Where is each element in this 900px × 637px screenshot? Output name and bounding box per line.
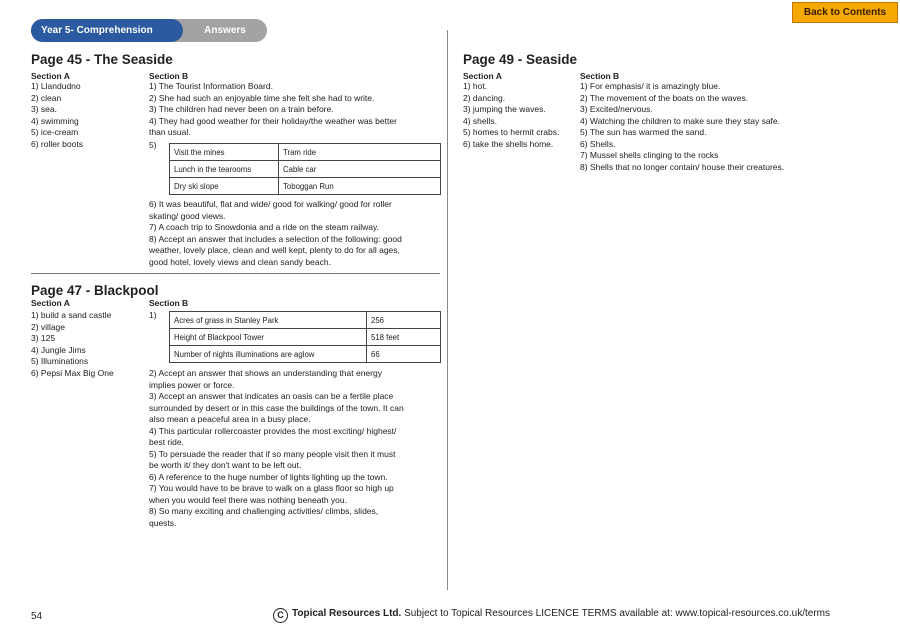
table-cell: Lunch in the tearooms bbox=[170, 161, 279, 178]
list-item: 1) hot. bbox=[463, 81, 488, 91]
list-item: 8) So many exciting and challenging activities/ climbs, slides, bbox=[149, 506, 379, 516]
list-item: 4) They had good weather for their holiday/the weather was better bbox=[149, 115, 397, 126]
back-to-contents-button[interactable]: Back to Contents bbox=[792, 2, 898, 23]
list-item: 3) jumping the waves. bbox=[463, 104, 546, 114]
table-cell: Cable car bbox=[279, 161, 441, 178]
p49-section-a-heading: Section A bbox=[463, 71, 502, 81]
list-item: 5) The sun has warmed the sand. bbox=[580, 127, 707, 137]
list-item: best ride. bbox=[149, 437, 184, 447]
list-item: 6) It was beautiful, flat and wide/ good for walking/ good for roller bbox=[149, 199, 392, 209]
list-item: 5) Illuminations bbox=[31, 356, 89, 366]
p45-section-a-list bbox=[31, 81, 83, 150]
section-divider bbox=[31, 273, 440, 274]
tab-answers[interactable]: Answers bbox=[204, 25, 246, 36]
p45-section-a-heading: Section A bbox=[31, 71, 70, 81]
p45-section-b-heading: Section B bbox=[149, 71, 189, 81]
table-cell: 256 bbox=[367, 312, 441, 329]
list-item: surrounded by desert or in this case the buildings of the town. It can bbox=[149, 402, 404, 413]
list-item: 2) village bbox=[31, 321, 66, 332]
p47-table bbox=[169, 311, 441, 363]
list-item: good hotel, lovely views and clean sandy beach. bbox=[149, 256, 331, 267]
column-divider bbox=[447, 30, 448, 590]
list-item: 8) Accept an answer that includes a selection of the following: good bbox=[149, 233, 402, 244]
p45-b5-label: 5) bbox=[149, 140, 157, 150]
list-item: 3) sea. bbox=[31, 104, 57, 114]
list-item: also mean a peaceful area in a busy place. bbox=[149, 414, 311, 424]
list-item: implies power or force. bbox=[149, 379, 235, 390]
p47-section-b-continued bbox=[149, 368, 404, 529]
p47-title: Page 47 - Blackpool bbox=[31, 283, 159, 298]
list-item: 7) A coach trip to Snowdonia and a ride on the steam railway. bbox=[149, 222, 379, 232]
list-item: 2) The movement of the boats on the waves. bbox=[580, 92, 749, 103]
list-item: when you would feel there was nothing beneath you. bbox=[149, 494, 347, 505]
list-item: 4) swimming bbox=[31, 115, 79, 126]
list-item: 7) Mussel shells clinging to the rocks bbox=[580, 150, 719, 160]
list-item: than usual. bbox=[149, 127, 191, 137]
p49-section-a-list bbox=[463, 81, 559, 150]
p49-section-b-list bbox=[580, 81, 784, 173]
list-item: 4) Watching the children to make sure they stay safe. bbox=[580, 115, 781, 126]
list-item: 4) shells. bbox=[463, 115, 498, 126]
publisher-name: Topical Resources Ltd. bbox=[292, 608, 402, 619]
table-row bbox=[170, 329, 441, 346]
page-number: 54 bbox=[31, 611, 43, 622]
p49-section-b-heading: Section B bbox=[580, 71, 620, 81]
table-cell: Height of Blackpool Tower bbox=[170, 329, 367, 346]
list-item: quests. bbox=[149, 517, 177, 528]
p47-section-b-heading: Section B bbox=[149, 298, 189, 308]
table-row bbox=[170, 161, 441, 178]
p47-section-a-list bbox=[31, 310, 114, 379]
list-item: be worth it/ they don't want to be left out. bbox=[149, 460, 302, 470]
table-cell: Visit the mines bbox=[170, 144, 279, 161]
table-cell: Number of nights illuminations are aglow bbox=[170, 346, 367, 363]
p45-title: Page 45 - The Seaside bbox=[31, 52, 173, 67]
list-item: weather, lovely place, clean and well kept, plenty to do for all ages, bbox=[149, 245, 400, 255]
list-item: 2) clean bbox=[31, 92, 62, 103]
table-row bbox=[170, 144, 441, 161]
list-item: 6) take the shells home. bbox=[463, 138, 554, 149]
table-cell: Dry ski slope bbox=[170, 178, 279, 195]
table-cell: Tram ride bbox=[279, 144, 441, 161]
list-item: 6) Shells. bbox=[580, 138, 616, 149]
p49-title: Page 49 - Seaside bbox=[463, 52, 578, 67]
list-item: 5) homes to hermit crabs. bbox=[463, 127, 560, 137]
table-cell: Toboggan Run bbox=[279, 178, 441, 195]
list-item: 2) dancing. bbox=[463, 92, 506, 103]
p45-table bbox=[169, 143, 441, 195]
list-item: 3) Excited/nervous. bbox=[580, 104, 653, 114]
list-item: 6) A reference to the huge number of lights lighting up the town. bbox=[149, 471, 388, 482]
list-item: 1) build a sand castle bbox=[31, 310, 112, 320]
list-item: 6) Pepsi Max Big One bbox=[31, 367, 114, 378]
list-item: 1) For emphasis/ it is amazingly blue. bbox=[580, 81, 721, 91]
copyright-notice bbox=[273, 608, 830, 623]
list-item: 1) Llandudno bbox=[31, 81, 81, 91]
table-cell: 518 feet bbox=[367, 329, 441, 346]
list-item: 4) Jungle Jims bbox=[31, 344, 86, 355]
list-item: 3) Accept an answer that indicates an oasis can be a fertile place bbox=[149, 391, 394, 401]
list-item: 1) The Tourist Information Board. bbox=[149, 81, 273, 91]
list-item: 5) ice-cream bbox=[31, 127, 79, 137]
licence-text: Subject to Topical Resources LICENCE TERMS available at: www.topical-resources.co.uk/terms bbox=[404, 608, 830, 619]
p47-section-a-heading: Section A bbox=[31, 298, 70, 308]
list-item: 3) The children had never been on a train before. bbox=[149, 104, 334, 114]
list-item: 6) roller boots bbox=[31, 138, 83, 149]
table-cell: 66 bbox=[367, 346, 441, 363]
copyright-icon: C bbox=[273, 608, 288, 623]
list-item: 7) You would have to be brave to walk on a glass floor so high up bbox=[149, 483, 394, 493]
p47-b1-label: 1) bbox=[149, 310, 157, 320]
list-item: skating/ good views. bbox=[149, 210, 226, 221]
list-item: 3) 125 bbox=[31, 333, 56, 343]
p45-section-b-list bbox=[149, 81, 397, 139]
list-item: 2) She had such an enjoyable time she felt she had to write. bbox=[149, 92, 375, 103]
tab-comprehension[interactable]: Year 5- Comprehension bbox=[31, 19, 183, 42]
table-cell: Acres of grass in Stanley Park bbox=[170, 312, 367, 329]
list-item: 5) To persuade the reader that if so many people visit then it must bbox=[149, 448, 396, 459]
p45-section-b-continued bbox=[149, 199, 402, 268]
list-item: 4) This particular rollercoaster provides the most exciting/ highest/ bbox=[149, 425, 397, 436]
list-item: 8) Shells that no longer contain/ house their creatures. bbox=[580, 161, 785, 172]
table-row bbox=[170, 178, 441, 195]
table-row bbox=[170, 346, 441, 363]
list-item: 2) Accept an answer that shows an understanding that energy bbox=[149, 368, 382, 378]
table-row bbox=[170, 312, 441, 329]
